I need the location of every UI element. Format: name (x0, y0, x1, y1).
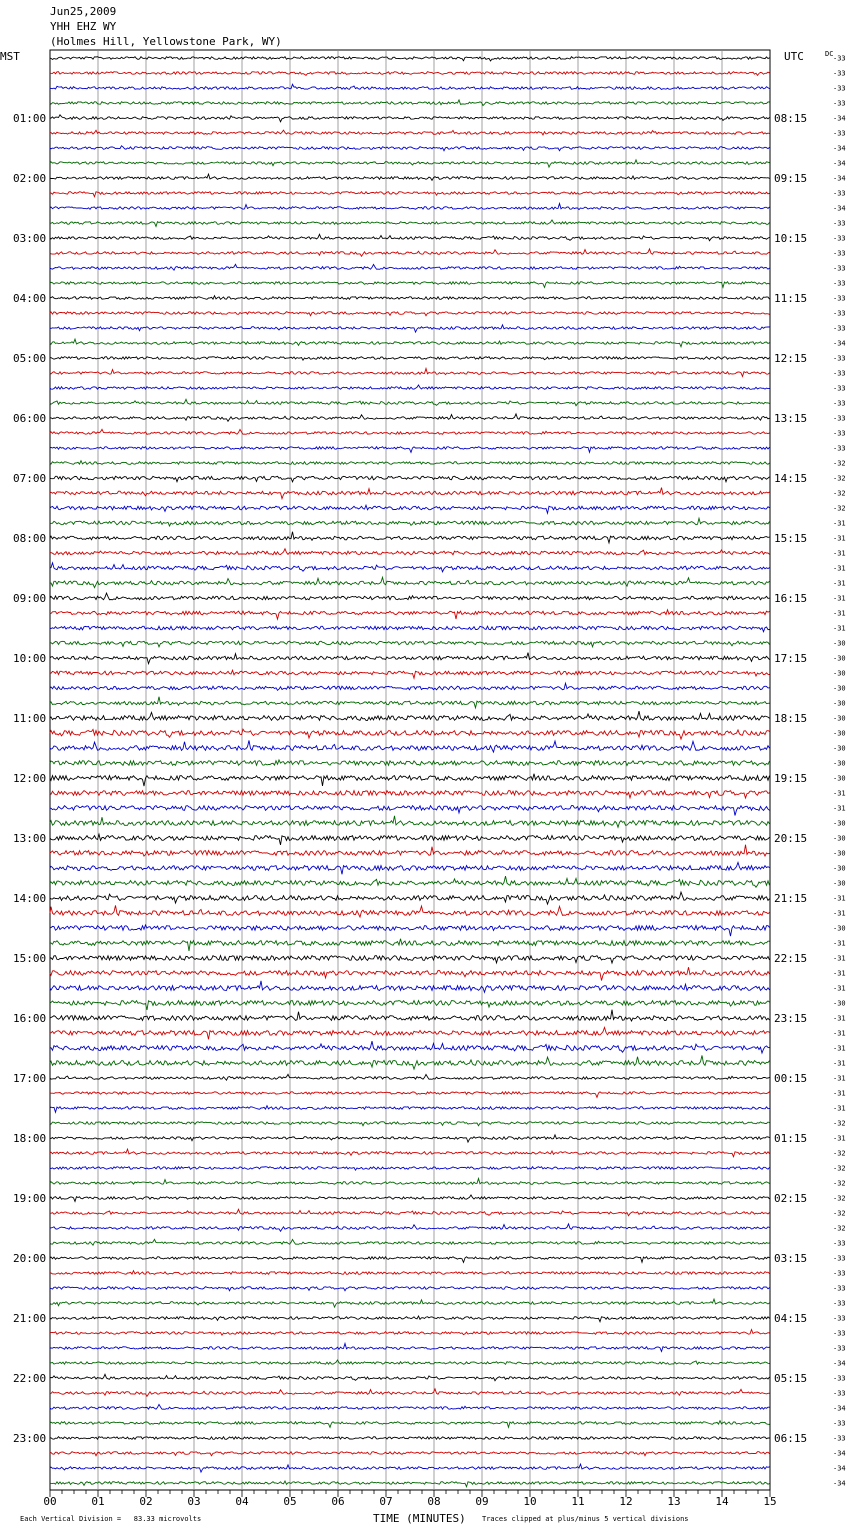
dc-offset-label: -33 (833, 1434, 846, 1443)
right-hour-label: 10:15 (774, 232, 808, 245)
right-hour-label: 12:15 (774, 352, 808, 365)
seismic-trace (50, 1074, 770, 1080)
x-tick-label: 11 (571, 1495, 585, 1508)
dc-offset-label: -31 (833, 609, 846, 618)
seismic-trace (50, 249, 770, 256)
seismic-trace (50, 339, 770, 347)
seismic-trace (50, 1464, 770, 1472)
dc-offset-label: -33 (833, 219, 846, 228)
x-tick-label: 06 (331, 1495, 345, 1508)
seismic-trace (50, 192, 770, 197)
dc-offset-label: -33 (833, 1329, 846, 1338)
dc-offset-label: -33 (833, 429, 846, 438)
seismic-trace (50, 174, 770, 180)
dc-offset-label: -34 (833, 144, 846, 153)
dc-offset-label: -33 (833, 1239, 846, 1248)
left-hour-label: 07:00 (13, 472, 47, 485)
seismic-trace (50, 1224, 770, 1231)
seismic-trace (50, 1257, 770, 1263)
dc-offset-label: -31 (833, 1134, 846, 1143)
seismic-trace (50, 1179, 770, 1185)
dc-offset-label: -31 (833, 789, 846, 798)
dc-offset-label: -30 (833, 819, 846, 828)
dc-offset-label: -30 (833, 864, 846, 873)
dc-offset-label: -33 (833, 1389, 846, 1398)
seismic-trace (50, 505, 770, 513)
seismic-trace (50, 488, 770, 499)
dc-offset-label: -34 (833, 1464, 846, 1473)
dc-offset-label: -33 (833, 129, 846, 138)
seismic-trace (50, 683, 770, 690)
seismic-trace (50, 593, 770, 600)
dc-offset-label: -31 (833, 594, 846, 603)
seismic-trace (50, 1271, 770, 1275)
dc-offset-label: -31 (833, 894, 846, 903)
seismic-trace (50, 1374, 770, 1380)
right-hour-label: 21:15 (774, 892, 808, 905)
seismic-trace (50, 1167, 770, 1171)
seismic-trace (50, 447, 770, 453)
left-hour-label: 09:00 (13, 592, 47, 605)
seismic-trace (50, 325, 770, 332)
dc-offset-label: -33 (833, 234, 846, 243)
seismic-trace (50, 1316, 770, 1322)
left-axis-label: MST (0, 50, 20, 63)
dc-offset-label: -30 (833, 999, 846, 1008)
dc-offset-label: -31 (833, 1074, 846, 1083)
seismic-trace (50, 220, 770, 226)
dc-offset-label: -30 (833, 834, 846, 843)
dc-offset-label: -31 (833, 909, 846, 918)
left-hour-label: 08:00 (13, 532, 47, 545)
seismic-trace (50, 1389, 770, 1396)
right-hour-label: 01:15 (774, 1132, 808, 1145)
right-hour-label: 00:15 (774, 1072, 808, 1085)
seismic-trace (50, 399, 770, 405)
dc-offset-label: -31 (833, 1059, 846, 1068)
dc-offset-label: -33 (833, 264, 846, 273)
dc-offset-label: -33 (833, 1254, 846, 1263)
seismic-trace (50, 296, 770, 300)
left-hour-label: 06:00 (13, 412, 47, 425)
seismic-trace (50, 84, 770, 89)
seismic-trace (50, 1404, 770, 1409)
x-tick-label: 12 (619, 1495, 633, 1508)
seismic-trace (50, 234, 770, 240)
left-hour-label: 23:00 (13, 1432, 47, 1445)
dc-offset-label: -32 (833, 1164, 846, 1173)
dc-offset-label: -32 (833, 474, 846, 483)
seismic-trace (50, 774, 770, 786)
dc-offset-label: -31 (833, 534, 846, 543)
left-hour-label: 01:00 (13, 112, 47, 125)
seismic-trace (50, 711, 770, 720)
dc-offset-label: -30 (833, 669, 846, 678)
right-hour-label: 15:15 (774, 532, 808, 545)
dc-offset-label: -31 (833, 579, 846, 588)
seismic-trace (50, 1149, 770, 1157)
seismic-trace (50, 1421, 770, 1428)
dc-offset-label: -33 (833, 99, 846, 108)
seismic-trace (50, 1481, 770, 1487)
dc-offset-label: -31 (833, 549, 846, 558)
x-tick-label: 00 (43, 1495, 57, 1508)
x-tick-label: 02 (139, 1495, 153, 1508)
dc-label: DC (825, 50, 834, 58)
right-hour-label: 22:15 (774, 952, 808, 965)
seismic-trace (50, 429, 770, 434)
seismic-trace (50, 204, 770, 210)
dc-offset-label: -33 (833, 249, 846, 258)
seismic-trace (50, 816, 770, 828)
x-tick-label: 08 (427, 1495, 441, 1508)
dc-offset-label: -30 (833, 759, 846, 768)
seismic-trace (50, 905, 770, 917)
right-hour-label: 11:15 (774, 292, 808, 305)
seismic-trace (50, 641, 770, 647)
dc-offset-label: -32 (833, 1224, 846, 1233)
left-hour-label: 15:00 (13, 952, 47, 965)
right-hour-label: 03:15 (774, 1252, 808, 1265)
dc-offset-label: -31 (833, 954, 846, 963)
dc-offset-label: -30 (833, 924, 846, 933)
seismic-trace (50, 264, 770, 270)
dc-offset-label: -33 (833, 189, 846, 198)
left-hour-label: 22:00 (13, 1372, 47, 1385)
x-tick-label: 09 (475, 1495, 489, 1508)
dc-offset-label: -30 (833, 879, 846, 888)
right-hour-label: 16:15 (774, 592, 808, 605)
right-hour-label: 14:15 (774, 472, 808, 485)
seismic-trace (50, 791, 770, 798)
seismic-trace (50, 1122, 770, 1126)
left-hour-label: 13:00 (13, 832, 47, 845)
right-hour-label: 17:15 (774, 652, 808, 665)
seismic-trace (50, 476, 770, 482)
seismic-trace (50, 1239, 770, 1245)
seismic-trace (50, 876, 770, 887)
dc-offset-label: -30 (833, 654, 846, 663)
dc-offset-label: -33 (833, 324, 846, 333)
dc-offset-label: -33 (833, 279, 846, 288)
seismic-trace (50, 1209, 770, 1215)
dc-offset-label: -33 (833, 84, 846, 93)
right-hour-label: 04:15 (774, 1312, 808, 1325)
seismic-trace (50, 72, 770, 76)
seismic-trace (50, 1299, 770, 1307)
dc-offset-label: -30 (833, 729, 846, 738)
dc-offset-label: -33 (833, 444, 846, 453)
seismic-trace (50, 414, 770, 421)
station-location: (Holmes Hill, Yellowstone Park, WY) (50, 35, 282, 48)
x-tick-label: 10 (523, 1495, 537, 1508)
x-tick-label: 04 (235, 1495, 249, 1508)
dc-offset-label: -33 (833, 1419, 846, 1428)
seismic-trace (50, 760, 770, 766)
dc-offset-label: -31 (833, 804, 846, 813)
dc-offset-label: -33 (833, 54, 846, 63)
dc-offset-label: -34 (833, 1404, 846, 1413)
dc-offset-label: -32 (833, 1119, 846, 1128)
right-hour-label: 08:15 (774, 112, 808, 125)
seismic-trace (50, 532, 770, 543)
dc-offset-label: -32 (833, 1209, 846, 1218)
seismic-trace (50, 626, 770, 632)
left-hour-label: 14:00 (13, 892, 47, 905)
left-hour-label: 17:00 (13, 1072, 47, 1085)
seismic-trace (50, 653, 770, 664)
seismic-trace (50, 1344, 770, 1352)
dc-offset-label: -32 (833, 459, 846, 468)
dc-offset-label: -30 (833, 639, 846, 648)
left-hour-label: 20:00 (13, 1252, 47, 1265)
dc-offset-label: -31 (833, 1014, 846, 1023)
right-hour-label: 18:15 (774, 712, 808, 725)
seismic-trace (50, 967, 770, 980)
dc-offset-label: -33 (833, 1314, 846, 1323)
seismic-trace (50, 549, 770, 555)
dc-offset-label: -31 (833, 519, 846, 528)
seismic-trace (50, 1135, 770, 1142)
right-hour-label: 09:15 (774, 172, 808, 185)
seismic-trace (50, 100, 770, 106)
dc-offset-label: -34 (833, 1449, 846, 1458)
dc-offset-label: -31 (833, 1029, 846, 1038)
seismic-trace (50, 357, 770, 361)
x-tick-label: 05 (283, 1495, 297, 1508)
dc-offset-label: -31 (833, 984, 846, 993)
dc-offset-label: -31 (833, 1044, 846, 1053)
right-hour-label: 23:15 (774, 1012, 808, 1025)
seismic-trace (50, 1195, 770, 1201)
dc-offset-label: -30 (833, 684, 846, 693)
dc-offset-label: -30 (833, 744, 846, 753)
seismic-trace (50, 146, 770, 151)
seismic-trace (50, 1010, 770, 1021)
dc-offset-label: -34 (833, 204, 846, 213)
x-tick-label: 03 (187, 1495, 201, 1508)
dc-offset-label: -30 (833, 714, 846, 723)
chart-date: Jun25,2009 (50, 5, 117, 18)
seismic-trace (50, 1055, 770, 1069)
seismic-trace (50, 160, 770, 167)
seismic-trace (50, 981, 770, 993)
dc-offset-label: -33 (833, 414, 846, 423)
right-hour-label: 05:15 (774, 1372, 808, 1385)
left-hour-label: 18:00 (13, 1132, 47, 1145)
left-hour-label: 10:00 (13, 652, 47, 665)
x-tick-label: 14 (715, 1495, 729, 1508)
left-hour-label: 05:00 (13, 352, 47, 365)
seismic-trace (50, 1360, 770, 1364)
seismic-trace (50, 729, 770, 739)
seismic-trace (50, 1287, 770, 1291)
seismic-trace (50, 939, 770, 951)
right-hour-label: 19:15 (774, 772, 808, 785)
dc-offset-label: -33 (833, 1269, 846, 1278)
left-hour-label: 16:00 (13, 1012, 47, 1025)
seismic-trace (50, 461, 770, 465)
dc-offset-label: -30 (833, 849, 846, 858)
left-hour-label: 02:00 (13, 172, 47, 185)
seismic-trace (50, 1106, 770, 1113)
left-hour-label: 21:00 (13, 1312, 47, 1325)
dc-offset-label: -31 (833, 939, 846, 948)
seismic-trace (50, 57, 770, 62)
seismic-trace (50, 956, 770, 963)
dc-offset-label: -32 (833, 1149, 846, 1158)
seismic-trace (50, 563, 770, 572)
seismic-trace (50, 577, 770, 587)
dc-offset-label: -34 (833, 1479, 846, 1488)
dc-offset-label: -33 (833, 1344, 846, 1353)
dc-offset-label: -32 (833, 504, 846, 513)
dc-offset-label: -31 (833, 1104, 846, 1113)
left-hour-label: 03:00 (13, 232, 47, 245)
seismic-trace (50, 806, 770, 816)
seismic-trace (50, 385, 770, 389)
seismic-trace (50, 892, 770, 904)
x-axis-title: TIME (MINUTES) (373, 1512, 466, 1525)
left-hour-label: 12:00 (13, 772, 47, 785)
seismic-trace (50, 130, 770, 135)
dc-offset-label: -33 (833, 384, 846, 393)
dc-offset-label: -34 (833, 174, 846, 183)
dc-offset-label: -31 (833, 1089, 846, 1098)
dc-offset-label: -33 (833, 399, 846, 408)
dc-offset-label: -34 (833, 114, 846, 123)
dc-offset-label: -34 (833, 1359, 846, 1368)
dc-offset-label: -30 (833, 699, 846, 708)
seismic-trace (50, 862, 770, 874)
seismic-trace (50, 1027, 770, 1039)
seismic-trace (50, 518, 770, 526)
scale-note: Each Vertical Division = 83.33 microvolts (20, 1515, 202, 1523)
x-tick-label: 01 (91, 1495, 105, 1508)
right-hour-label: 13:15 (774, 412, 808, 425)
right-hour-label: 06:15 (774, 1432, 808, 1445)
seismic-trace (50, 697, 770, 708)
station-name: YHH EHZ WY (50, 20, 117, 33)
seismic-trace (50, 1041, 770, 1053)
dc-offset-label: -33 (833, 1374, 846, 1383)
right-hour-label: 02:15 (774, 1192, 808, 1205)
x-tick-label: 13 (667, 1495, 681, 1508)
seismic-trace (50, 610, 770, 619)
dc-offset-label: -33 (833, 369, 846, 378)
dc-offset-label: -33 (833, 1299, 846, 1308)
dc-offset-label: -32 (833, 489, 846, 498)
seismic-trace (50, 1437, 770, 1440)
dc-offset-label: -31 (833, 624, 846, 633)
dc-offset-label: -34 (833, 339, 846, 348)
seismic-trace (50, 1452, 770, 1456)
dc-offset-label: -31 (833, 564, 846, 573)
dc-offset-label: -31 (833, 969, 846, 978)
seismic-trace (50, 740, 770, 752)
dc-offset-label: -32 (833, 1179, 846, 1188)
dc-offset-label: -34 (833, 159, 846, 168)
left-hour-label: 19:00 (13, 1192, 47, 1205)
seismic-trace (50, 115, 770, 122)
dc-offset-label: -30 (833, 774, 846, 783)
dc-offset-label: -33 (833, 354, 846, 363)
x-tick-label: 07 (379, 1495, 393, 1508)
dc-offset-label: -33 (833, 1284, 846, 1293)
seismic-trace (50, 834, 770, 845)
seismic-trace (50, 1001, 770, 1010)
seismic-trace (50, 1330, 770, 1336)
x-tick-label: 15 (763, 1495, 777, 1508)
seismic-trace (50, 369, 770, 377)
seismic-trace (50, 282, 770, 288)
clip-note: Traces clipped at plus/minus 5 vertical divisions (482, 1515, 689, 1523)
left-hour-label: 11:00 (13, 712, 47, 725)
left-hour-label: 04:00 (13, 292, 47, 305)
dc-offset-label: -33 (833, 294, 846, 303)
dc-offset-label: -32 (833, 1194, 846, 1203)
dc-offset-label: -33 (833, 69, 846, 78)
right-hour-label: 20:15 (774, 832, 808, 845)
seismic-trace (50, 1092, 770, 1098)
dc-offset-label: -33 (833, 309, 846, 318)
right-axis-label: UTC (784, 50, 804, 63)
seismic-trace (50, 670, 770, 678)
seismic-trace (50, 312, 770, 316)
seismic-trace (50, 925, 770, 936)
seismic-trace (50, 845, 770, 856)
